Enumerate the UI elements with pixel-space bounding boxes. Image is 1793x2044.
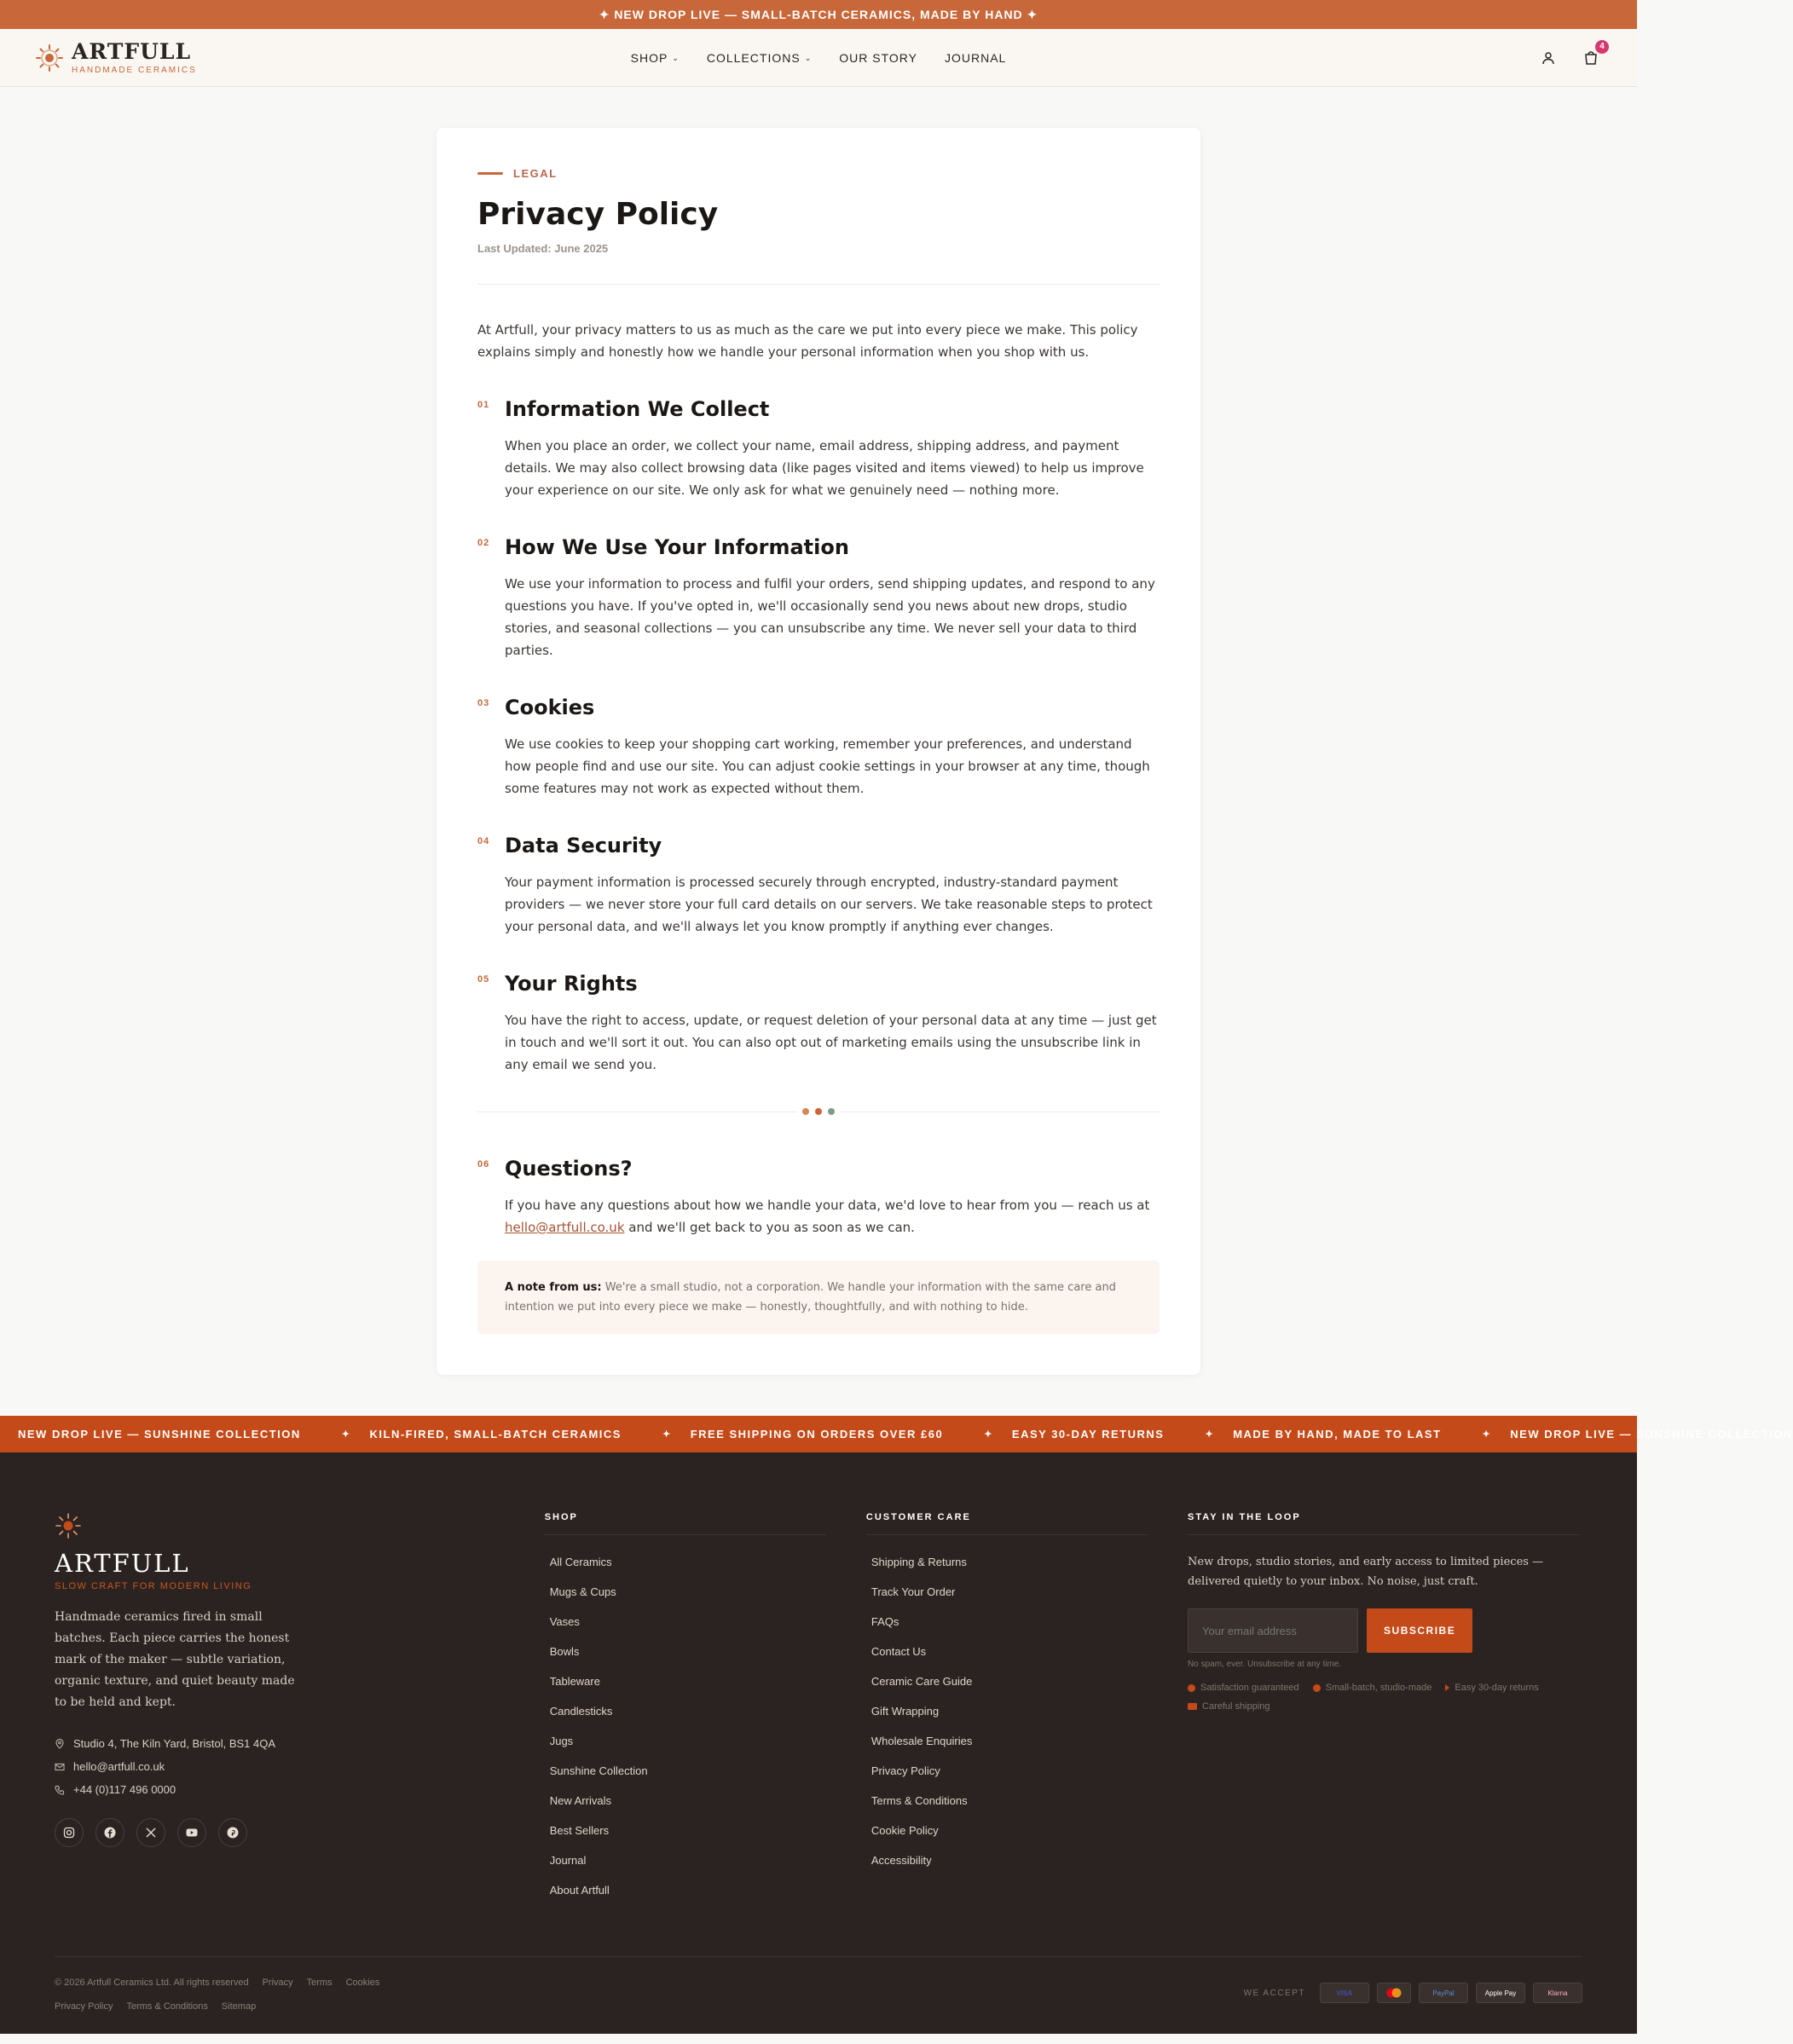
footer-link[interactable]: Bowls	[549, 1645, 580, 1658]
marquee-ticker	[0, 1416, 1793, 1452]
section-title: How We Use Your Information	[505, 535, 849, 559]
footer-link[interactable]: Wholesale Enquiries	[870, 1735, 973, 1747]
bottom-link[interactable]: Privacy Policy	[55, 2001, 113, 2012]
section-number: 02	[477, 538, 490, 548]
footer-link[interactable]: Cookie Policy	[870, 1824, 939, 1837]
brand-logo[interactable]	[36, 38, 197, 75]
section-number: 05	[477, 974, 490, 984]
footer-link[interactable]: Track Your Order	[870, 1585, 956, 1598]
divider-dot	[802, 1108, 809, 1115]
nav-collections[interactable]	[707, 51, 812, 65]
ticker-item: KILN-FIRED, SMALL-BATCH CERAMICS	[369, 1428, 622, 1441]
truck-icon	[1188, 1703, 1197, 1710]
footer-link[interactable]: All Ceramics	[549, 1556, 612, 1568]
footer-column-heading: SHOP	[545, 1512, 826, 1535]
section-body: Your payment information is processed securely through encrypted, industry-standard payment providers — we never store your full card details on our servers. We take reasonable steps to protect your personal data, and we'll always let you know promptly if anything ever changes.	[505, 875, 1153, 934]
last-updated: Last Updated: June 2025	[477, 242, 609, 255]
site-header	[0, 29, 1637, 87]
footer-link[interactable]: New Arrivals	[549, 1794, 611, 1807]
note-label: A note from us:	[505, 1281, 602, 1294]
ticker-item: MADE BY HAND, MADE TO LAST	[1233, 1428, 1442, 1441]
footer-brand-name: ARTFULL	[55, 1549, 190, 1578]
sun-logo-icon	[55, 1512, 82, 1539]
section-title: Cookies	[505, 696, 595, 719]
pinterest-icon[interactable]	[218, 1818, 247, 1847]
diamond-icon: ✦	[341, 1429, 351, 1440]
section-body	[505, 1194, 1160, 1239]
footer-link[interactable]: Privacy Policy	[870, 1764, 940, 1777]
footer-link[interactable]: Mugs & Cups	[549, 1585, 616, 1598]
footer-link[interactable]: Vases	[549, 1615, 580, 1628]
footer-description: Handmade ceramics fired in small batches. Each piece carries the honest mark of the maker — subtle variation, organic texture, and quiet beauty made to be held and kept.	[55, 1610, 295, 1709]
phone-icon	[55, 1785, 65, 1795]
payment-methods	[1244, 1983, 1582, 2003]
contact-email-link[interactable]: hello@artfull.co.uk	[505, 1220, 625, 1235]
trust-item	[1188, 1701, 1270, 1712]
footer-link[interactable]: Shipping & Returns	[870, 1556, 967, 1568]
section-title: Information We Collect	[505, 397, 770, 421]
nav-label: COLLECTIONS	[706, 51, 801, 65]
trust-label: Satisfaction guaranteed	[1200, 1683, 1299, 1693]
newsletter-form	[1188, 1608, 1582, 1653]
questions-text-after: and we'll get back to you as soon as we can.	[624, 1220, 915, 1235]
bottom-link[interactable]: Terms	[306, 1978, 333, 1988]
diamond-icon: ✦	[1205, 1429, 1215, 1440]
footer-link[interactable]: Candlesticks	[549, 1705, 613, 1718]
instagram-icon[interactable]	[55, 1818, 84, 1847]
section-number: 04	[477, 836, 490, 846]
footer-link[interactable]: Accessibility	[870, 1854, 932, 1867]
nav-label: JOURNAL	[944, 51, 1007, 65]
footer-link[interactable]: Sunshine Collection	[549, 1764, 648, 1777]
ticker-item: FREE SHIPPING ON ORDERS OVER £60	[690, 1428, 944, 1441]
footer-link[interactable]: Terms & Conditions	[870, 1794, 968, 1807]
cart-count-badge: 4	[1595, 40, 1609, 54]
footer-column-heading: STAY IN THE LOOP	[1188, 1512, 1580, 1535]
email-text: hello@artfull.co.uk	[73, 1760, 165, 1773]
copyright-text: © 2026 Artfull Ceramics Ltd. All rights reserved	[55, 1978, 249, 1988]
ticker-item: NEW DROP LIVE — SUNSHINE COLLECTION	[18, 1428, 301, 1441]
trust-badges	[1188, 1683, 1582, 1712]
phone-text: +44 (0)117 496 0000	[73, 1783, 176, 1796]
section-title: Questions?	[505, 1157, 633, 1181]
footer-link[interactable]: Ceramic Care Guide	[870, 1675, 973, 1688]
main-nav	[0, 29, 1637, 87]
payment-name: Apple Pay	[1484, 1989, 1517, 1997]
footer-link[interactable]: Jugs	[549, 1735, 574, 1747]
section-title: Data Security	[505, 834, 662, 857]
section-title: Your Rights	[505, 972, 638, 996]
section-number: 06	[477, 1159, 490, 1169]
questions-text-before: If you have any questions about how we handle your data, we'd love to hear from you — reach us at	[505, 1198, 1150, 1213]
contact-phone[interactable]	[55, 1783, 545, 1796]
page-title: Privacy Policy	[477, 197, 719, 232]
trust-item	[1313, 1683, 1432, 1693]
section-body: We use cookies to keep your shopping cart working, remember your preferences, and understand how people find and use our site. You can adjust cookie settings in your browser at any time, though some features may not work as expected without them.	[505, 736, 1150, 796]
mail-icon	[55, 1762, 65, 1772]
newsletter-column	[1188, 1512, 1582, 1914]
footer-link[interactable]: Tableware	[549, 1675, 600, 1688]
divider-dot	[828, 1108, 835, 1115]
eyebrow-bar	[477, 172, 503, 175]
address-text: Studio 4, The Kiln Yard, Bristol, BS1 4QA	[73, 1737, 276, 1750]
chevron-down-icon: ⌄	[804, 53, 813, 62]
apple-pay-icon	[1476, 1983, 1525, 2003]
questions-section	[477, 1157, 1160, 1239]
footer-column-heading: CUSTOMER CARE	[866, 1512, 1148, 1535]
x-icon[interactable]	[136, 1818, 165, 1847]
eyebrow-label: LEGAL	[513, 167, 558, 180]
footer-link[interactable]: Journal	[549, 1854, 587, 1867]
youtube-icon[interactable]	[177, 1818, 206, 1847]
policy-section	[477, 397, 1160, 501]
nav-shop[interactable]	[631, 51, 680, 65]
payment-label: WE ACCEPT	[1243, 1988, 1305, 1998]
dotted-divider	[477, 1111, 1160, 1112]
circle-icon	[1313, 1684, 1321, 1692]
facebook-icon[interactable]	[95, 1818, 124, 1847]
trust-label: Careful shipping	[1202, 1701, 1270, 1712]
intro-paragraph: At Artfull, your privacy matters to us as much as the care we put into every piece we make. This policy explains simply and honestly how we handle your personal information when you shop with us.	[477, 322, 1138, 360]
site-footer	[0, 1452, 1637, 2034]
note-box	[477, 1261, 1160, 1334]
location-pin-icon	[55, 1739, 65, 1749]
policy-section	[477, 696, 1160, 800]
chevron-down-icon: ⌄	[672, 53, 680, 62]
mastercard-icon	[1377, 1983, 1411, 2003]
footer-link[interactable]: Contact Us	[870, 1645, 927, 1658]
nav-our-story[interactable]	[839, 51, 917, 65]
footer-link[interactable]: FAQs	[870, 1615, 899, 1628]
sun-logo-icon	[36, 44, 63, 72]
shield-icon	[1188, 1684, 1195, 1692]
bottom-link[interactable]: Terms & Conditions	[126, 2001, 208, 2012]
social-links	[55, 1818, 545, 1847]
diamond-icon: ✦	[662, 1429, 672, 1440]
footer-shop-column	[545, 1512, 866, 1914]
diamond-icon: ✦	[1482, 1429, 1492, 1440]
bottom-link[interactable]: Cookies	[345, 1978, 380, 1988]
contact-email[interactable]	[55, 1760, 545, 1773]
trust-item	[1188, 1683, 1299, 1693]
newsletter-email-input[interactable]	[1188, 1608, 1358, 1653]
note-text: We're a small studio, not a corporation. We handle your information with the same care and intention we put into every piece we make — honestly, thoughtfully, and with nothing to hide.	[505, 1281, 1116, 1314]
announcement-text: ✦ NEW DROP LIVE — SMALL-BATCH CERAMICS, MADE BY HAND ✦	[599, 7, 1038, 21]
policy-section	[477, 535, 1160, 661]
section-eyebrow	[477, 167, 1160, 180]
subscribe-button[interactable]: SUBSCRIBE	[1367, 1608, 1472, 1653]
policy-section	[477, 972, 1160, 1076]
return-icon	[1445, 1684, 1449, 1691]
section-number: 03	[477, 698, 490, 708]
contact-list	[55, 1737, 545, 1796]
policy-section	[477, 834, 1160, 938]
section-number: 01	[477, 400, 490, 410]
klarna-icon	[1533, 1983, 1582, 2003]
section-body: We use your information to process and fulfil your orders, send shipping updates, and respond to any questions you have. If you've opted in, we'll occasionally send you news about new drops, studio stories, and seasonal collections — you can unsubscribe any time. We never sell your data to third parties.	[505, 576, 1155, 658]
ticker-item: EASY 30-DAY RETURNS	[1011, 1428, 1165, 1441]
footer-link[interactable]: Best Sellers	[549, 1824, 610, 1837]
footer-link[interactable]: Gift Wrapping	[870, 1705, 940, 1718]
brand-name: ARTFULL	[72, 38, 192, 64]
payment-name: PayPal	[1432, 1989, 1455, 1997]
trust-item	[1445, 1683, 1538, 1693]
paypal-icon	[1419, 1983, 1468, 2003]
footer-link[interactable]: About Artfull	[549, 1884, 610, 1897]
nav-journal[interactable]	[945, 51, 1006, 65]
policy-card	[437, 128, 1200, 1375]
bottom-link[interactable]: Privacy	[262, 1978, 293, 1988]
nav-label: OUR STORY	[839, 51, 917, 65]
footer-brand-column	[55, 1512, 545, 1914]
divider	[477, 284, 1160, 285]
visa-icon	[1320, 1983, 1369, 2003]
nav-label: SHOP	[630, 51, 668, 65]
newsletter-fine-print: No spam, ever. Unsubscribe at any time.	[1188, 1660, 1342, 1669]
ticker-item: NEW DROP LIVE — SUNSHINE COLLECTION	[1510, 1428, 1793, 1441]
newsletter-description: New drops, studio stories, and early access to limited pieces — delivered quietly to your inbox. No noise, just craft.	[1188, 1556, 1544, 1588]
diamond-icon: ✦	[984, 1429, 993, 1440]
section-body: When you place an order, we collect your name, email address, shipping address, and payment details. We may also collect browsing data (like pages visited and items viewed) to help us improve your experience on our site. We only ask for what we genuinely need — nothing more.	[505, 438, 1144, 498]
announcement-bar	[0, 0, 1637, 29]
footer-tagline: SLOW CRAFT FOR MODERN LIVING	[55, 1581, 252, 1591]
trust-label: Small-batch, studio-made	[1325, 1683, 1432, 1693]
footer-care-column	[866, 1512, 1188, 1914]
payment-name: Klarna	[1547, 1989, 1568, 1997]
account-icon[interactable]	[1538, 48, 1559, 68]
contact-address	[55, 1737, 545, 1750]
cart-icon[interactable]	[1581, 42, 1605, 68]
divider-dot	[815, 1108, 822, 1115]
bottom-link[interactable]: Sitemap	[221, 2001, 257, 2012]
payment-name: VISA	[1336, 1989, 1353, 1997]
trust-label: Easy 30-day returns	[1455, 1683, 1539, 1693]
footer-bottom-bar	[55, 1956, 1582, 2012]
brand-tagline: HANDMADE CERAMICS	[72, 65, 197, 75]
section-body: You have the right to access, update, or request deletion of your personal data at any time — just get in touch and we'll sort it out. You can also opt out of marketing emails using the unsubscribe link in any email we send you.	[505, 1013, 1157, 1072]
